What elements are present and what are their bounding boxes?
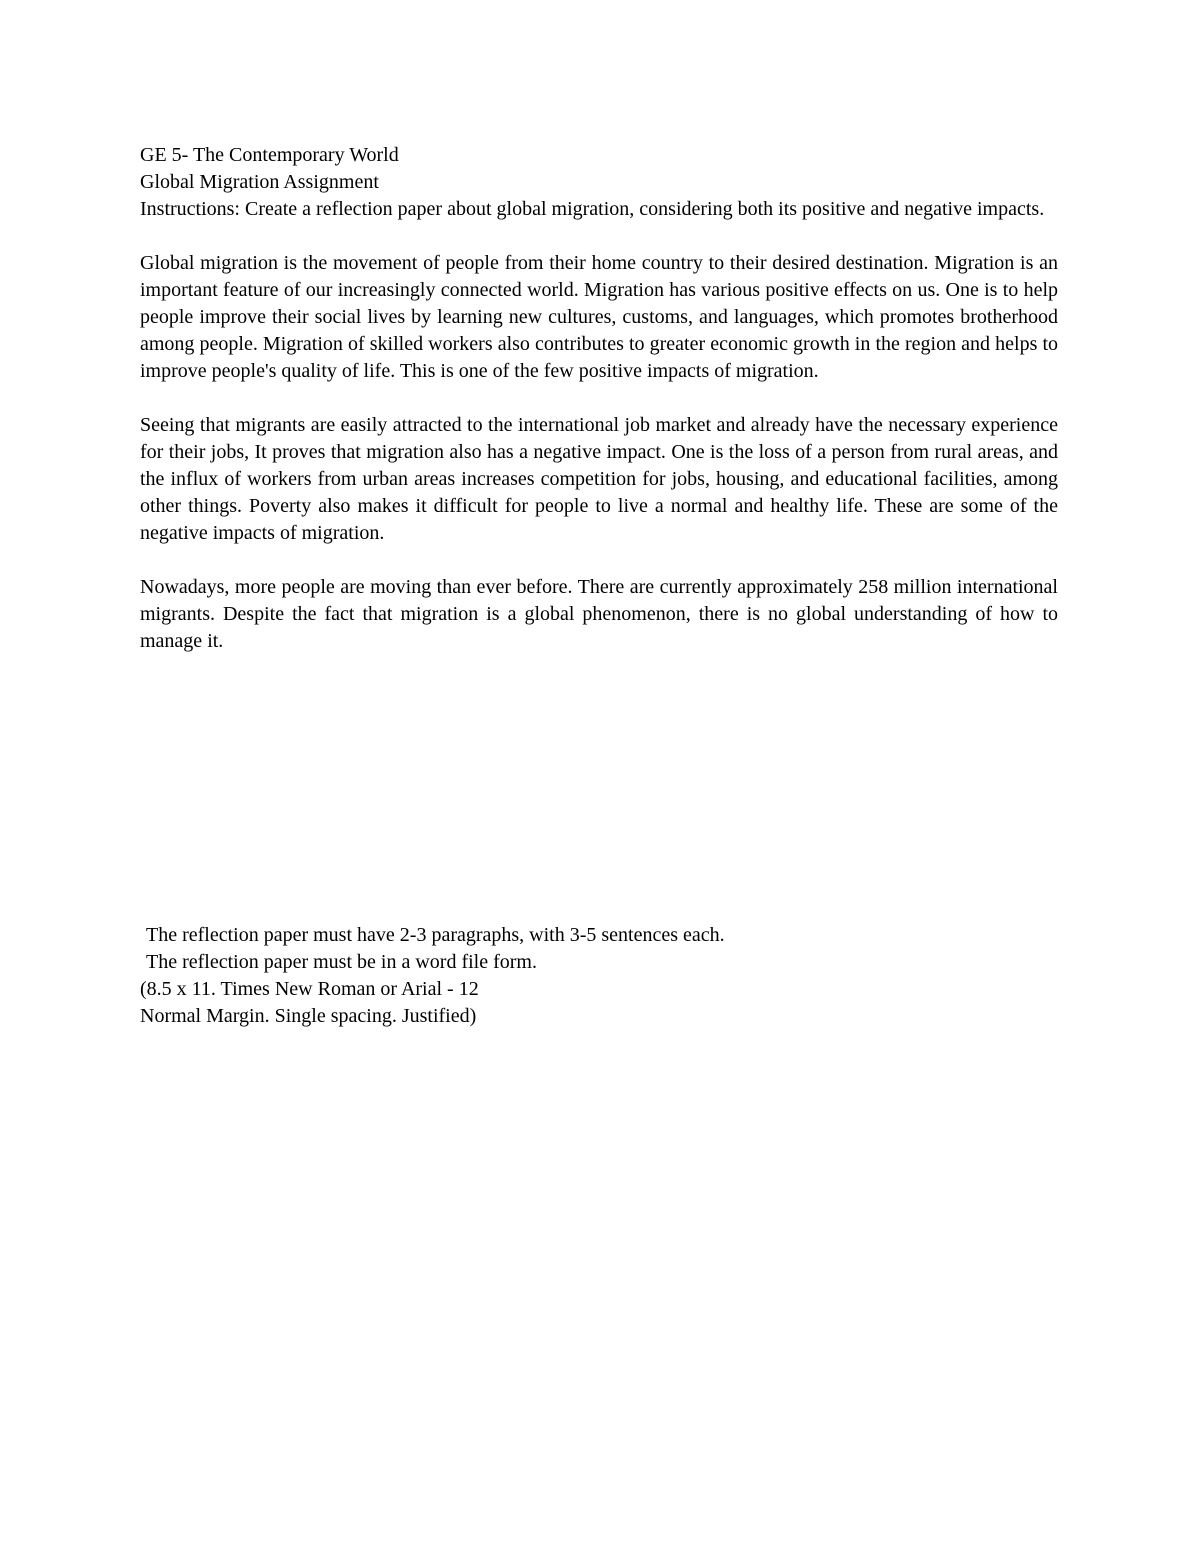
paragraph-negative-impacts: Seeing that migrants are easily attracted to the international job market and already have the necessary experience for their jobs, It proves that migration also has a negative impact. One is the loss of a person from rural areas, and the influx of workers from urban areas increases competition for jobs, housing, and educational facilities, among other things. Poverty also makes it difficult for people to live a normal and healthy life. These are some of the negative impacts of migration. <box>140 414 1058 544</box>
requirement-file-form: The reflection paper must be in a word file form. <box>146 951 537 973</box>
course-title: GE 5- The Contemporary World <box>140 144 399 166</box>
paragraph-spacer <box>140 547 1058 574</box>
requirement-layout: Normal Margin. Single spacing. Justified) <box>140 1005 477 1027</box>
paragraph-positive-impacts: Global migration is the movement of people from their home country to their desired destination. Migration is an important feature of our increasingly connected world. Migration has various positive effects on us. One is to help people improve their social lives by learning new cultures, customs, and languages, which promotes brotherhood among people. Migration of skilled workers also contributes to greater economic growth in the region and helps to improve people's quality of life. This is one of the few positive impacts of migration. <box>140 252 1058 382</box>
requirement-paragraphs: The reflection paper must have 2-3 paragraphs, with 3-5 sentences each. <box>146 924 725 946</box>
instructions-text: Instructions: Create a reflection paper about global migration, considering both its positive and negative impacts. <box>140 198 1045 220</box>
document-body <box>140 142 1058 655</box>
assignment-title: Global Migration Assignment <box>140 171 379 193</box>
paragraph-spacer <box>140 385 1058 412</box>
paragraph-conclusion: Nowadays, more people are moving than ever before. There are currently approximately 258 million international migrants. Despite the fact that migration is a global phenomenon, there is no global understanding of how to manage it. <box>140 576 1058 652</box>
paragraph-spacer <box>140 223 1058 250</box>
requirement-format: (8.5 x 11. Times New Roman or Arial - 12 <box>140 978 479 1000</box>
requirements-block <box>140 922 1058 1030</box>
